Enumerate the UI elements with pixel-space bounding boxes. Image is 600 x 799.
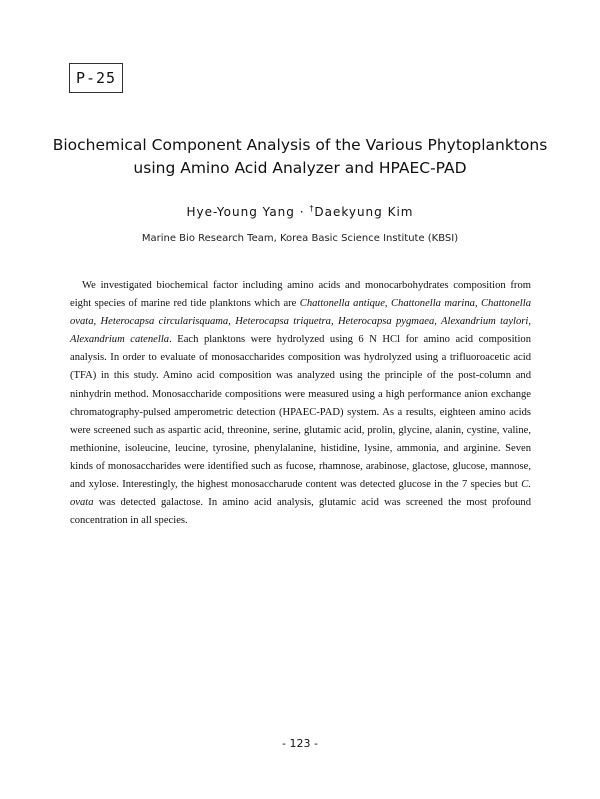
affiliation: Marine Bio Research Team, Korea Basic Science Institute (KBSI): [141, 233, 459, 244]
species-c-ovata: C. ovata: [70, 479, 531, 509]
page-number: - 123 -: [282, 737, 318, 750]
abstract-text-2: . Each planktons were hydrolyzed using 6 N HCl for amino acid composition analysis. In order to evaluate of monosaccharides composition was hydrolyzed using a trifluoroacetic acid (TFA) in this study. Amino acid composition was analyzed using the principle of the post-column and ninhydrin method. Monosaccharide compositions were measured using a high performance anion exchange chromatography-pulsed amperometric detection (HPAEC-PAD) system. As a results, eighteen amino acids were screened such as aspartic acid, threonine, serine, glutamic acid, prolin, glycine, alanin, cystine, valine, methionine, isoleucine, leucine, tyrosine, phenylalanine, histidine, lysine, ammonia, and arginine. Seven kinds of monosaccharides were identified such as fucose, rhamnose, arabinose, glactose, glucose, mannose, and xylose. Interestingly, the highest monosaccharude content was detected glucose in the 7 species but: [70, 334, 531, 491]
abstract-body: [70, 277, 531, 530]
corresponding-mark: †: [309, 204, 315, 213]
author-second: Daekyung Kim: [314, 205, 414, 219]
author-separator: ·: [294, 205, 310, 219]
species-list: Chattonella antique, Chattonella marina, Chattonella ovata, Heterocapsa circularisquama, Heterocapsa triquetra, Heterocapsa pygmaea, Alexandrium taylori, Alexandrium catenella: [70, 298, 531, 346]
author-first: Hye-Young Yang: [186, 205, 295, 219]
poster-code-box: [69, 63, 123, 93]
paper-title-line1: Biochemical Component Analysis of the Various Phytoplanktons: [52, 136, 548, 154]
paper-title-line2: using Amino Acid Analyzer and HPAEC-PAD: [133, 159, 467, 177]
poster-code: P-25: [75, 69, 117, 87]
abstract-text-3: was detected galactose. In amino acid analysis, glutamic acid was screened the most profound concentration in all species.: [70, 497, 531, 527]
author-line: [0, 204, 600, 219]
abstract-text-1: We investigated biochemical factor including amino acids and monocarbohydrates composition from eight species of marine red tide planktons which are: [70, 280, 531, 310]
